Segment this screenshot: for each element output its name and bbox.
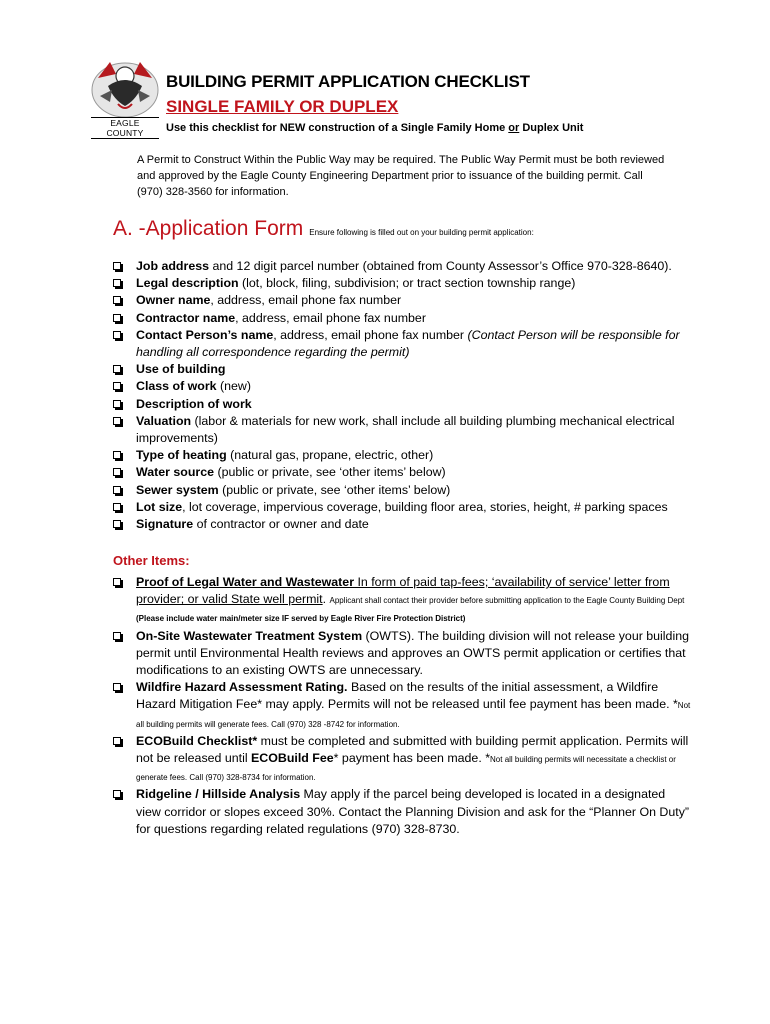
other-items-checklist	[113, 574, 693, 838]
checklist-item: Job address and 12 digit parcel number (obtained from County Assessor’s Office 970-328-8640).	[113, 258, 693, 275]
checkbox-icon[interactable]	[113, 382, 121, 390]
checklist-item: Contact Person’s name, address, email phone fax number (Contact Person will be responsible for handling all correspondence regarding the permit)	[113, 327, 693, 361]
checklist-item-owts: On-Site Wastewater Treatment System (OWTS). The building division will not release your building permit until Environmental Health reviews and approves an OWTS permit application or certifies that modifications to an existing OWTS are unnecessary.	[113, 628, 693, 680]
checklist-item: Legal description (lot, block, filing, subdivision; or tract section township range)	[113, 275, 693, 292]
checklist-item: Type of heating (natural gas, propane, electric, other)	[113, 447, 693, 464]
checklist-item: Owner name, address, email phone fax number	[113, 292, 693, 309]
checklist-item: Contractor name, address, email phone fax number	[113, 310, 693, 327]
checklist-item-ecobuild: ECOBuild Checklist* must be completed and submitted with building permit application. Permits will not be released until ECOBuild Fee* payment has been made. *Not all building permits will necessitate a checklist or generate fees. Call (970) 328-8734 for information.	[113, 733, 693, 787]
checkbox-icon[interactable]	[113, 279, 121, 287]
checkbox-icon[interactable]	[113, 503, 121, 511]
checklist-item: Sewer system (public or private, see ‘other items’ below)	[113, 482, 693, 499]
checkbox-icon[interactable]	[113, 486, 121, 494]
checklist-item-water: Proof of Legal Water and Wastewater In form of paid tap-fees; ‘availability of service’ letter from provider; or valid State well permit. Applicant shall contact their provider before submitting application to the Eagle County Building Dept (Please include water main/meter size IF served by Eagle River Fire Protection District)	[113, 574, 693, 628]
section-a-title: A. -Application Form	[113, 217, 304, 240]
checkbox-icon[interactable]	[113, 632, 121, 640]
checkbox-icon[interactable]	[113, 737, 121, 745]
page-title: BUILDING PERMIT APPLICATION CHECKLIST	[166, 72, 530, 91]
checklist-item: Signature of contractor or owner and date	[113, 516, 693, 533]
application-form-checklist	[113, 258, 693, 533]
logo-caption: EAGLE COUNTY	[91, 117, 159, 139]
checklist-item-ridgeline: Ridgeline / Hillside Analysis May apply if the parcel being developed is located in a designated view corridor or slopes exceed 30%. Contact the Planning Division and ask for the “Planner On Duty” for questions regarding related regulations (970) 328-8730.	[113, 786, 693, 838]
checkbox-icon[interactable]	[113, 790, 121, 798]
page-subtitle: SINGLE FAMILY OR DUPLEX	[166, 97, 399, 116]
section-a-heading	[113, 217, 534, 241]
checklist-item: Lot size, lot coverage, impervious coverage, building floor area, stories, height, # parking spaces	[113, 499, 693, 516]
public-way-notice: A Permit to Construct Within the Public Way may be required. The Public Way Permit must be both reviewed and approved by the Eagle County Engineering Department prior to issuance of the building permit. Call (970) 328-3560 for information.	[137, 154, 665, 198]
checkbox-icon[interactable]	[113, 578, 121, 586]
checklist-item: Valuation (labor & materials for new work, shall include all building plumbing mechanical electrical improvements)	[113, 413, 693, 447]
checkbox-icon[interactable]	[113, 451, 121, 459]
checklist-item-wildfire: Wildfire Hazard Assessment Rating. Based on the results of the initial assessment, a Wildfire Hazard Mitigation Fee* may apply. Permits will not be released until fee payment has been made. *Not all building permits will generate fees. Call (970) 328 -8742 for information.	[113, 679, 693, 733]
checkbox-icon[interactable]	[113, 331, 121, 339]
usage-note: Use this checklist for NEW construction of a Single Family Home or Duplex Unit	[166, 122, 584, 134]
checkbox-icon[interactable]	[113, 296, 121, 304]
checklist-item: Use of building	[113, 361, 693, 378]
checkbox-icon[interactable]	[113, 314, 121, 322]
checklist-item: Class of work (new)	[113, 378, 693, 395]
checkbox-icon[interactable]	[113, 468, 121, 476]
checkbox-icon[interactable]	[113, 262, 121, 270]
checklist-item: Description of work	[113, 396, 693, 413]
checkbox-icon[interactable]	[113, 417, 121, 425]
checkbox-icon[interactable]	[113, 520, 121, 528]
section-a-note: Ensure following is filled out on your building permit application:	[309, 228, 534, 237]
other-items-heading: Other Items:	[113, 553, 190, 568]
checkbox-icon[interactable]	[113, 400, 121, 408]
checklist-item: Water source (public or private, see ‘other items’ below)	[113, 464, 693, 481]
checkbox-icon[interactable]	[113, 683, 121, 691]
checkbox-icon[interactable]	[113, 365, 121, 373]
